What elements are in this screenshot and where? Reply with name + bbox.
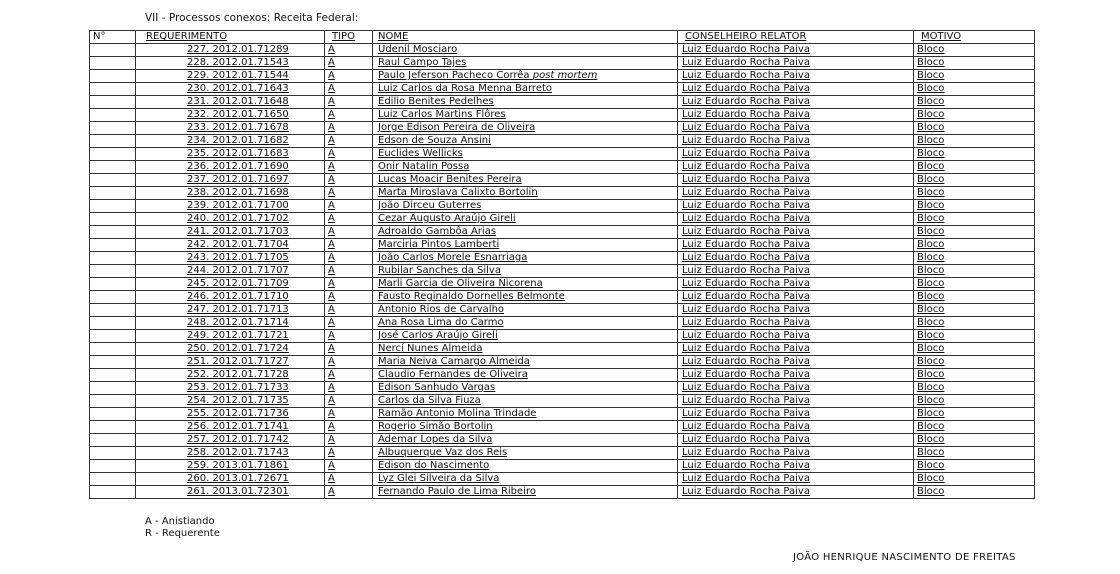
cell-tipo: A xyxy=(325,226,373,239)
cell-nome xyxy=(373,291,678,304)
section-title: VII - Processos conexos: Receita Federal: xyxy=(145,12,359,24)
table-row xyxy=(90,356,1035,369)
cell-conselheiro: Luiz Eduardo Rocha Paiva xyxy=(678,304,914,317)
cell-nome xyxy=(373,278,678,291)
cell-motivo: Bloco xyxy=(914,44,1035,57)
cell-no xyxy=(90,174,136,187)
cell-no xyxy=(90,304,136,317)
cell-nome xyxy=(373,57,678,70)
cell-nome xyxy=(373,434,678,447)
cell-motivo: Bloco xyxy=(914,70,1035,83)
cell-motivo: Bloco xyxy=(914,135,1035,148)
cell-conselheiro: Luiz Eduardo Rocha Paiva xyxy=(678,96,914,109)
cell-nome-text: Euclides Wellicks xyxy=(378,148,463,159)
cell-nome-text: Marli Garcia de Oliveira Nicorena xyxy=(378,278,543,289)
cell-requerimento: 246. 2012.01.71710 xyxy=(136,291,325,304)
cell-requerimento: 232. 2012.01.71650 xyxy=(136,109,325,122)
cell-nome-text: José Carlos Araújo Gireli xyxy=(378,330,498,341)
cell-conselheiro: Luiz Eduardo Rocha Paiva xyxy=(678,460,914,473)
cell-nome-text: Marciria Pintos Lamberti xyxy=(378,239,500,250)
cell-no xyxy=(90,369,136,382)
cell-motivo: Bloco xyxy=(914,265,1035,278)
cell-no xyxy=(90,252,136,265)
cell-nome xyxy=(373,265,678,278)
cell-conselheiro: Luiz Eduardo Rocha Paiva xyxy=(678,174,914,187)
cell-motivo: Bloco xyxy=(914,109,1035,122)
cell-requerimento: 235. 2012.01.71683 xyxy=(136,148,325,161)
cell-no xyxy=(90,434,136,447)
table-row xyxy=(90,304,1035,317)
cell-requerimento: 247. 2012.01.71713 xyxy=(136,304,325,317)
cell-conselheiro: Luiz Eduardo Rocha Paiva xyxy=(678,83,914,96)
cell-no xyxy=(90,343,136,356)
cell-requerimento: 238. 2012.01.71698 xyxy=(136,187,325,200)
cell-no xyxy=(90,57,136,70)
table-row xyxy=(90,252,1035,265)
header-requerimento: REQUERIMENTO xyxy=(136,31,325,44)
cell-tipo: A xyxy=(325,122,373,135)
cell-nome-text: Fernando Paulo de Lima Ribeiro xyxy=(378,486,536,497)
table-row xyxy=(90,382,1035,395)
table-row xyxy=(90,330,1035,343)
header-motivo: MOTIVO xyxy=(914,31,1035,44)
table-row xyxy=(90,135,1035,148)
cell-motivo: Bloco xyxy=(914,187,1035,200)
cell-requerimento: 251. 2012.01.71727 xyxy=(136,356,325,369)
cell-nome-text: Lucas Moacir Benites Pereira xyxy=(378,174,522,185)
cell-conselheiro: Luiz Eduardo Rocha Paiva xyxy=(678,317,914,330)
cell-conselheiro: Luiz Eduardo Rocha Paiva xyxy=(678,486,914,499)
cell-nome xyxy=(373,213,678,226)
cell-motivo: Bloco xyxy=(914,213,1035,226)
cell-tipo: A xyxy=(325,161,373,174)
cell-no xyxy=(90,356,136,369)
cell-tipo: A xyxy=(325,369,373,382)
cell-requerimento: 260. 2013.01.72671 xyxy=(136,473,325,486)
table-row xyxy=(90,291,1035,304)
cell-nome-text: Lyz Glei Silveira da Silva xyxy=(378,473,500,484)
cell-no xyxy=(90,239,136,252)
table-row xyxy=(90,148,1035,161)
cell-nome-text: Edison do Nascimento xyxy=(378,460,490,471)
cell-nome-text: Edilio Benites Pedelhes xyxy=(378,96,494,107)
legend-item-requerente: R - Requerente xyxy=(145,528,220,539)
cell-conselheiro: Luiz Eduardo Rocha Paiva xyxy=(678,278,914,291)
cell-tipo: A xyxy=(325,70,373,83)
table-row xyxy=(90,161,1035,174)
cell-tipo: A xyxy=(325,330,373,343)
cell-no xyxy=(90,109,136,122)
cell-tipo: A xyxy=(325,304,373,317)
cell-no xyxy=(90,317,136,330)
cell-conselheiro: Luiz Eduardo Rocha Paiva xyxy=(678,447,914,460)
cell-nome-text: Fausto Reginaldo Dornelles Belmonte xyxy=(378,291,565,302)
cell-requerimento: 250. 2012.01.71724 xyxy=(136,343,325,356)
cell-motivo: Bloco xyxy=(914,291,1035,304)
cell-motivo: Bloco xyxy=(914,83,1035,96)
cell-tipo: A xyxy=(325,96,373,109)
table-row xyxy=(90,109,1035,122)
table-row xyxy=(90,421,1035,434)
table-row xyxy=(90,317,1035,330)
cell-nome-text: Claudio Fernandes de Oliveira xyxy=(378,369,528,380)
cell-nome-text: Antonio Rios de Carvalho xyxy=(378,304,505,315)
table-row xyxy=(90,408,1035,421)
cell-tipo: A xyxy=(325,317,373,330)
cell-motivo: Bloco xyxy=(914,395,1035,408)
cell-nome xyxy=(373,486,678,499)
cell-nome xyxy=(373,356,678,369)
cell-nome xyxy=(373,369,678,382)
cell-no xyxy=(90,83,136,96)
cell-conselheiro: Luiz Eduardo Rocha Paiva xyxy=(678,356,914,369)
cell-conselheiro: Luiz Eduardo Rocha Paiva xyxy=(678,187,914,200)
cell-conselheiro: Luiz Eduardo Rocha Paiva xyxy=(678,473,914,486)
cell-requerimento: 229. 2012.01.71544 xyxy=(136,70,325,83)
cell-nome-text: João Dirceu Guterres xyxy=(378,200,482,211)
cell-conselheiro: Luiz Eduardo Rocha Paiva xyxy=(678,434,914,447)
cell-nome xyxy=(373,343,678,356)
cell-tipo: A xyxy=(325,252,373,265)
cell-motivo: Bloco xyxy=(914,447,1035,460)
cell-no xyxy=(90,161,136,174)
cell-no xyxy=(90,382,136,395)
cell-no xyxy=(90,447,136,460)
table-row xyxy=(90,83,1035,96)
cell-no xyxy=(90,486,136,499)
table-row xyxy=(90,187,1035,200)
cell-nome xyxy=(373,395,678,408)
cell-nome xyxy=(373,122,678,135)
header-tipo: TIPO xyxy=(325,31,373,44)
cell-tipo: A xyxy=(325,57,373,70)
cell-motivo: Bloco xyxy=(914,356,1035,369)
cell-motivo: Bloco xyxy=(914,408,1035,421)
cell-nome-text: Jorge Edison Pereira de Oliveira xyxy=(378,122,536,133)
cell-nome xyxy=(373,304,678,317)
cell-motivo: Bloco xyxy=(914,486,1035,499)
cell-requerimento: 248. 2012.01.71714 xyxy=(136,317,325,330)
cell-conselheiro: Luiz Eduardo Rocha Paiva xyxy=(678,109,914,122)
cell-nome-text: Nercí Nunes Almeida xyxy=(378,343,483,354)
cell-requerimento: 237. 2012.01.71697 xyxy=(136,174,325,187)
cell-conselheiro: Luiz Eduardo Rocha Paiva xyxy=(678,44,914,57)
cell-nome-text: Rubilar Sanches da Silva xyxy=(378,265,501,276)
cell-motivo: Bloco xyxy=(914,343,1035,356)
cell-requerimento: 249. 2012.01.71721 xyxy=(136,330,325,343)
table-row xyxy=(90,96,1035,109)
cell-no xyxy=(90,44,136,57)
table-row xyxy=(90,447,1035,460)
cell-tipo: A xyxy=(325,174,373,187)
cell-tipo: A xyxy=(325,434,373,447)
cell-motivo: Bloco xyxy=(914,239,1035,252)
cell-motivo: Bloco xyxy=(914,278,1035,291)
cell-no xyxy=(90,200,136,213)
cell-requerimento: 234. 2012.01.71682 xyxy=(136,135,325,148)
cell-conselheiro: Luiz Eduardo Rocha Paiva xyxy=(678,70,914,83)
cell-tipo: A xyxy=(325,447,373,460)
table-row xyxy=(90,239,1035,252)
cell-conselheiro: Luiz Eduardo Rocha Paiva xyxy=(678,330,914,343)
cell-no xyxy=(90,330,136,343)
cell-motivo: Bloco xyxy=(914,226,1035,239)
table-row xyxy=(90,343,1035,356)
cell-no xyxy=(90,148,136,161)
cell-nome xyxy=(373,421,678,434)
cell-nome-text: Adroaldo Gambôa Arias xyxy=(378,226,497,237)
cell-nome xyxy=(373,135,678,148)
cell-tipo: A xyxy=(325,395,373,408)
cell-nome-text: Luiz Carlos Martins Flôres xyxy=(378,109,506,120)
cell-tipo: A xyxy=(325,265,373,278)
table-row xyxy=(90,70,1035,83)
cell-requerimento: 236. 2012.01.71690 xyxy=(136,161,325,174)
table-row xyxy=(90,395,1035,408)
cell-requerimento: 243. 2012.01.71705 xyxy=(136,252,325,265)
cell-motivo: Bloco xyxy=(914,434,1035,447)
cell-nome-text: Udenil Mosciaro xyxy=(378,44,458,55)
cell-requerimento: 244. 2012.01.71707 xyxy=(136,265,325,278)
cell-nome xyxy=(373,148,678,161)
cell-tipo: A xyxy=(325,239,373,252)
cell-nome xyxy=(373,226,678,239)
cell-motivo: Bloco xyxy=(914,473,1035,486)
cell-requerimento: 254. 2012.01.71735 xyxy=(136,395,325,408)
cell-conselheiro: Luiz Eduardo Rocha Paiva xyxy=(678,161,914,174)
cell-no xyxy=(90,96,136,109)
table-row xyxy=(90,57,1035,70)
cell-no xyxy=(90,278,136,291)
cell-tipo: A xyxy=(325,460,373,473)
cell-requerimento: 228. 2012.01.71543 xyxy=(136,57,325,70)
table-row xyxy=(90,434,1035,447)
cell-nome-suffix: post mortem xyxy=(532,70,598,81)
signature: JOÃO HENRIQUE NASCIMENTO DE FREITAS xyxy=(793,552,1016,563)
cell-conselheiro: Luiz Eduardo Rocha Paiva xyxy=(678,57,914,70)
cell-tipo: A xyxy=(325,187,373,200)
cell-nome xyxy=(373,408,678,421)
cell-motivo: Bloco xyxy=(914,330,1035,343)
cell-tipo: A xyxy=(325,83,373,96)
cell-conselheiro: Luiz Eduardo Rocha Paiva xyxy=(678,122,914,135)
table-header-row xyxy=(90,31,1035,44)
cell-nome xyxy=(373,83,678,96)
legend-item-anistiando: A - Anistiando xyxy=(145,516,215,527)
cell-motivo: Bloco xyxy=(914,317,1035,330)
cell-requerimento: 259. 2013.01.71861 xyxy=(136,460,325,473)
cell-nome-text: Carlos da Silva Fiuza xyxy=(378,395,481,406)
cell-nome xyxy=(373,473,678,486)
table-row xyxy=(90,122,1035,135)
cell-no xyxy=(90,265,136,278)
table-row xyxy=(90,265,1035,278)
cell-tipo: A xyxy=(325,135,373,148)
cell-nome xyxy=(373,447,678,460)
cell-conselheiro: Luiz Eduardo Rocha Paiva xyxy=(678,148,914,161)
cell-conselheiro: Luiz Eduardo Rocha Paiva xyxy=(678,382,914,395)
cell-nome xyxy=(373,44,678,57)
cell-requerimento: 242. 2012.01.71704 xyxy=(136,239,325,252)
cell-tipo: A xyxy=(325,421,373,434)
cell-tipo: A xyxy=(325,109,373,122)
cell-tipo: A xyxy=(325,291,373,304)
cell-tipo: A xyxy=(325,44,373,57)
table-row xyxy=(90,486,1035,499)
cell-conselheiro: Luiz Eduardo Rocha Paiva xyxy=(678,252,914,265)
cell-nome xyxy=(373,460,678,473)
cell-conselheiro: Luiz Eduardo Rocha Paiva xyxy=(678,395,914,408)
table-row xyxy=(90,213,1035,226)
cell-tipo: A xyxy=(325,356,373,369)
cell-requerimento: 230. 2012.01.71643 xyxy=(136,83,325,96)
cell-nome-text: Rogerio Simão Bortolin xyxy=(378,421,493,432)
cell-motivo: Bloco xyxy=(914,369,1035,382)
cell-requerimento: 239. 2012.01.71700 xyxy=(136,200,325,213)
cell-no xyxy=(90,395,136,408)
cell-requerimento: 231. 2012.01.71648 xyxy=(136,96,325,109)
cell-motivo: Bloco xyxy=(914,122,1035,135)
cell-requerimento: 241. 2012.01.71703 xyxy=(136,226,325,239)
cell-requerimento: 256. 2012.01.71741 xyxy=(136,421,325,434)
cell-tipo: A xyxy=(325,473,373,486)
cell-nome xyxy=(373,239,678,252)
cell-motivo: Bloco xyxy=(914,460,1035,473)
cell-nome-text: Edson de Souza Ansini xyxy=(378,135,491,146)
cell-requerimento: 258. 2012.01.71743 xyxy=(136,447,325,460)
cell-tipo: A xyxy=(325,213,373,226)
cell-no xyxy=(90,460,136,473)
header-no: N° xyxy=(90,31,136,44)
cell-no xyxy=(90,291,136,304)
cell-nome xyxy=(373,252,678,265)
cell-nome-text: Cezar Augusto Araújo Gireli xyxy=(378,213,516,224)
cell-motivo: Bloco xyxy=(914,252,1035,265)
table-row xyxy=(90,174,1035,187)
cell-no xyxy=(90,226,136,239)
cell-motivo: Bloco xyxy=(914,161,1035,174)
cell-nome xyxy=(373,382,678,395)
cell-requerimento: 255. 2012.01.71736 xyxy=(136,408,325,421)
cell-requerimento: 245. 2012.01.71709 xyxy=(136,278,325,291)
cell-tipo: A xyxy=(325,148,373,161)
cell-requerimento: 233. 2012.01.71678 xyxy=(136,122,325,135)
cell-nome-text: Raul Campo Tajes xyxy=(378,57,467,68)
cell-nome xyxy=(373,187,678,200)
header-nome: NOME xyxy=(373,31,678,44)
cell-conselheiro: Luiz Eduardo Rocha Paiva xyxy=(678,421,914,434)
cell-nome-text: Paulo Jeferson Pacheco Corrêa xyxy=(378,70,530,81)
table-row xyxy=(90,226,1035,239)
cell-nome-text: Onir Natalin Possa xyxy=(378,161,470,172)
cell-no xyxy=(90,408,136,421)
header-conselheiro: CONSELHEIRO RELATOR xyxy=(678,31,914,44)
cell-conselheiro: Luiz Eduardo Rocha Paiva xyxy=(678,369,914,382)
cell-no xyxy=(90,421,136,434)
cell-nome xyxy=(373,317,678,330)
cell-nome xyxy=(373,109,678,122)
cell-motivo: Bloco xyxy=(914,174,1035,187)
cell-conselheiro: Luiz Eduardo Rocha Paiva xyxy=(678,239,914,252)
cell-requerimento: 261. 2013.01.72301 xyxy=(136,486,325,499)
cell-motivo: Bloco xyxy=(914,200,1035,213)
table-row xyxy=(90,473,1035,486)
table-row xyxy=(90,200,1035,213)
cell-conselheiro: Luiz Eduardo Rocha Paiva xyxy=(678,213,914,226)
cell-tipo: A xyxy=(325,343,373,356)
cell-motivo: Bloco xyxy=(914,148,1035,161)
cell-nome-text: Albuquerque Vaz dos Reis xyxy=(378,447,508,458)
cell-requerimento: 252. 2012.01.71728 xyxy=(136,369,325,382)
cell-nome-text: Ramão Antonio Molina Trindade xyxy=(378,408,537,419)
cell-motivo: Bloco xyxy=(914,382,1035,395)
cell-tipo: A xyxy=(325,278,373,291)
cell-requerimento: 253. 2012.01.71733 xyxy=(136,382,325,395)
cell-conselheiro: Luiz Eduardo Rocha Paiva xyxy=(678,343,914,356)
cell-requerimento: 257. 2012.01.71742 xyxy=(136,434,325,447)
cell-nome xyxy=(373,161,678,174)
cell-nome-text: Ana Rosa Lima do Carmo xyxy=(378,317,504,328)
cell-nome xyxy=(373,330,678,343)
cell-conselheiro: Luiz Eduardo Rocha Paiva xyxy=(678,265,914,278)
cell-requerimento: 227. 2012.01.71289 xyxy=(136,44,325,57)
cell-motivo: Bloco xyxy=(914,96,1035,109)
cell-tipo: A xyxy=(325,382,373,395)
cell-no xyxy=(90,213,136,226)
cell-no xyxy=(90,187,136,200)
cell-no xyxy=(90,473,136,486)
cell-no xyxy=(90,122,136,135)
cell-conselheiro: Luiz Eduardo Rocha Paiva xyxy=(678,200,914,213)
table-row xyxy=(90,460,1035,473)
cell-tipo: A xyxy=(325,486,373,499)
legend xyxy=(145,516,220,540)
cell-nome xyxy=(373,174,678,187)
cell-tipo: A xyxy=(325,200,373,213)
cell-motivo: Bloco xyxy=(914,304,1035,317)
cell-nome-text: Ademar Lopes da Silva xyxy=(378,434,493,445)
cell-nome-text: Marta Miroslava Calixto Bortolin xyxy=(378,187,538,198)
cell-nome-text: Edison Sanhudo Vargas xyxy=(378,382,496,393)
cell-conselheiro: Luiz Eduardo Rocha Paiva xyxy=(678,291,914,304)
table-row xyxy=(90,278,1035,291)
cell-no xyxy=(90,70,136,83)
cell-conselheiro: Luiz Eduardo Rocha Paiva xyxy=(678,226,914,239)
cell-motivo: Bloco xyxy=(914,57,1035,70)
cell-nome xyxy=(373,70,678,83)
cell-tipo: A xyxy=(325,408,373,421)
cell-nome-text: Maria Neiva Camargo Almeida xyxy=(378,356,530,367)
table-body xyxy=(90,44,1035,499)
processes-table xyxy=(89,30,1035,499)
cell-conselheiro: Luiz Eduardo Rocha Paiva xyxy=(678,408,914,421)
cell-requerimento: 240. 2012.01.71702 xyxy=(136,213,325,226)
cell-conselheiro: Luiz Eduardo Rocha Paiva xyxy=(678,135,914,148)
cell-nome xyxy=(373,200,678,213)
cell-nome-text: João Carlos Morele Esnarriaga xyxy=(378,252,528,263)
table-row xyxy=(90,369,1035,382)
table-row xyxy=(90,44,1035,57)
cell-nome-text: Luiz Carlos da Rosa Menna Barreto xyxy=(378,83,553,94)
cell-motivo: Bloco xyxy=(914,421,1035,434)
cell-no xyxy=(90,135,136,148)
cell-nome xyxy=(373,96,678,109)
